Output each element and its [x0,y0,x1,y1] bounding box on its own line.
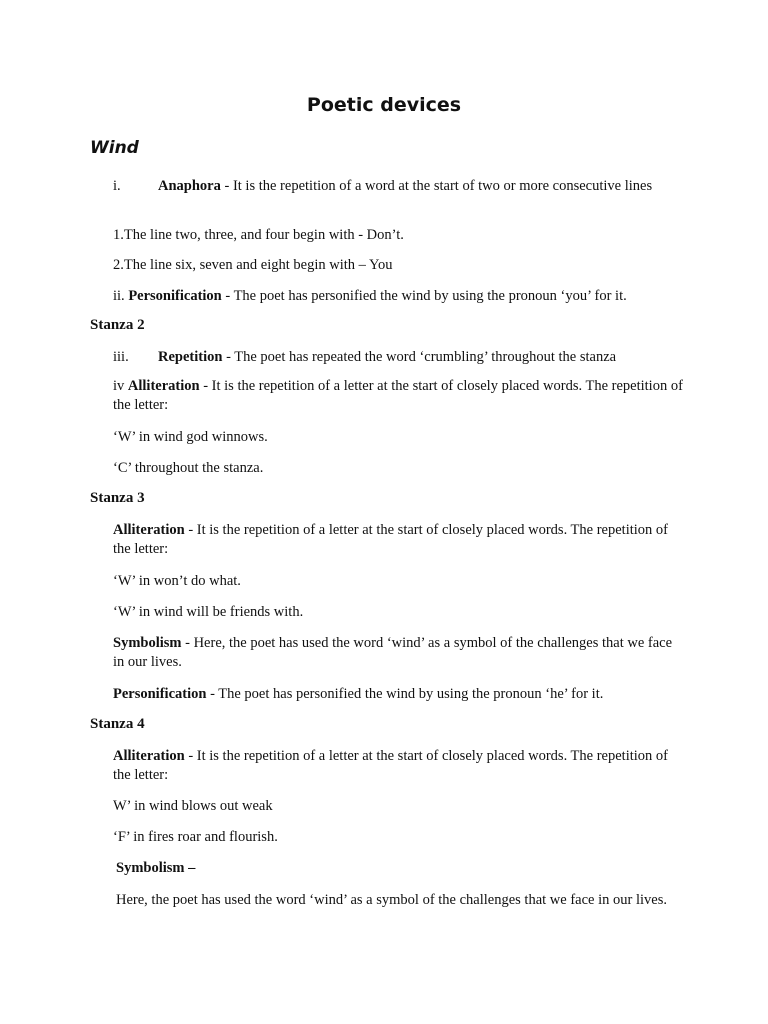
alliteration-term: Alliteration [113,748,185,764]
anaphora-text: - It is the repetition of a word at the start of two or more consecutive lines [220,178,653,194]
alliteration-term: Alliteration [113,522,185,538]
personification-term: Personification [113,686,207,702]
stanza-4-w-line: W’ in wind blows out weak [113,798,273,814]
stanza-3-w-line-1: ‘W’ in won’t do what. [113,573,241,589]
alliteration-text: - It is the repetition of a letter at the start of closely placed words. The repetition of the letter: [113,522,668,557]
page-title: Poetic devices [306,94,462,116]
anaphora-item [158,177,668,196]
repetition-term: Repetition [158,349,223,365]
stanza-3-personification [113,685,603,704]
stanza-4-heading: Stanza 4 [90,716,145,732]
personification-item [113,287,627,306]
stanza-4-symbolism-text: Here, the poet has used the word ‘wind’ as a symbol of the challenges that we face in our lives. [116,892,667,908]
anaphora-term: Anaphora [158,178,221,194]
stanza-2-heading: Stanza 2 [90,317,145,333]
stanza-4-f-line: ‘F’ in fires roar and flourish. [113,829,278,845]
anaphora-line-2: 2.The line six, seven and eight begin with – You [113,257,393,273]
stanza-3-symbolism [113,634,683,672]
anaphora-line-1: 1.The line two, three, and four begin with - Don’t. [113,227,404,243]
repetition-text: - The poet has repeated the word ‘crumbling’ throughout the stanza [222,349,617,365]
alliteration-w-line: ‘W’ in wind god winnows. [113,429,268,445]
personification-term: Personification [128,288,222,304]
symbolism-term: Symbolism – [116,860,196,876]
symbolism-term: Symbolism [113,635,182,651]
list-marker-i: i. [113,178,121,194]
stanza-3-alliteration [113,521,683,559]
symbolism-text: - Here, the poet has used the word ‘wind’ as a symbol of the challenges that we face in our lives. [113,635,673,670]
alliteration-item-iv [113,377,683,415]
list-marker-iii: iii. [113,349,129,365]
list-marker-iv: iv [113,378,128,394]
stanza-4-symbolism-heading [116,859,195,878]
stanza-3-w-line-2: ‘W’ in wind will be friends with. [113,604,304,620]
personification-text: - The poet has personified the wind by using the pronoun ‘he’ for it. [206,686,604,702]
stanza-4-alliteration [113,747,683,785]
alliteration-term: Alliteration [127,378,200,394]
alliteration-text: - It is the repetition of a letter at the start of closely placed words. The repetition of the letter: [113,378,683,413]
stanza-3-heading: Stanza 3 [90,490,145,506]
poem-title: Wind [90,138,139,158]
repetition-item [158,348,616,367]
list-marker-ii: ii. [113,288,129,304]
personification-text: - The poet has personified the wind by using the pronoun ‘you’ for it. [221,288,627,304]
alliteration-text: - It is the repetition of a letter at the start of closely placed words. The repetition of the letter: [113,748,668,783]
alliteration-c-line: ‘C’ throughout the stanza. [113,460,264,476]
